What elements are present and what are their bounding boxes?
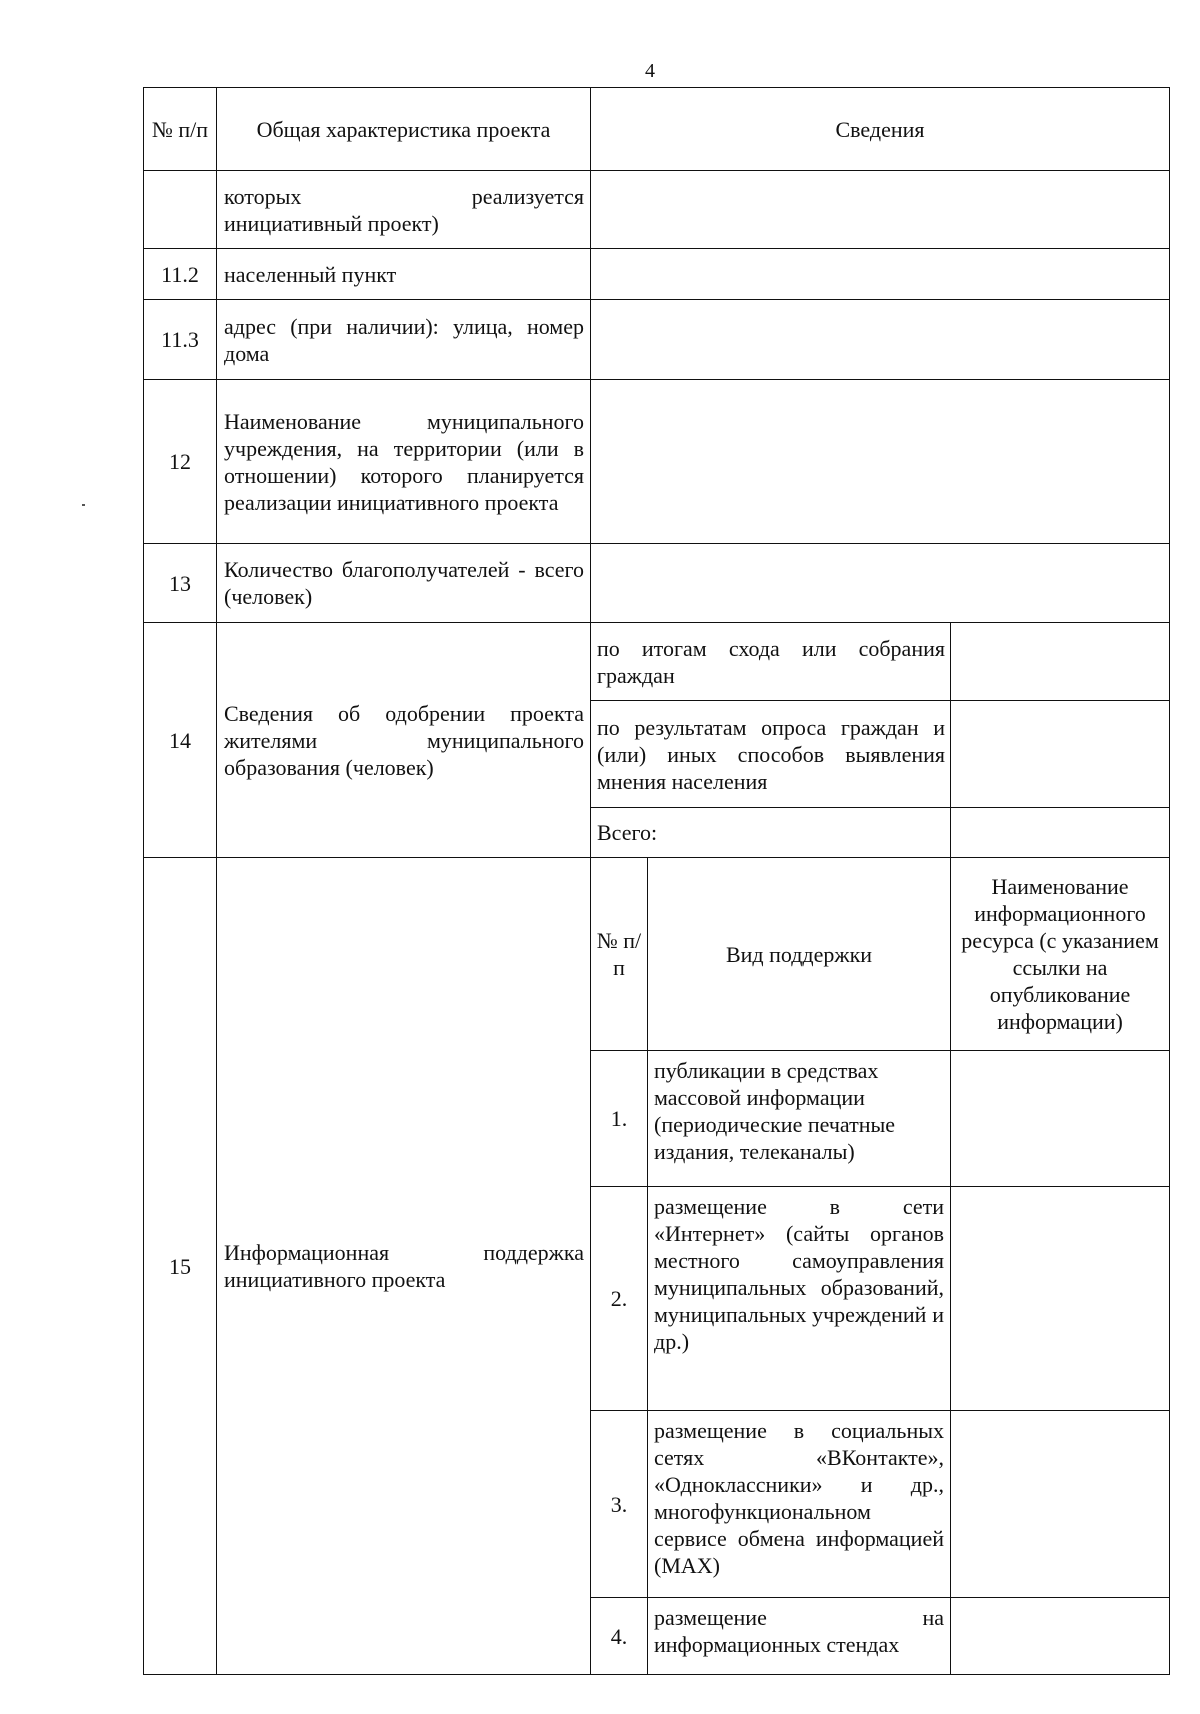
support-item-text: размещение в сети «Интернет» (сайты органов местного самоуправления муниципальных образований, муниципальных учреждений и др.) bbox=[648, 1187, 951, 1411]
table-row-11-2 bbox=[144, 249, 1170, 300]
support-item-resource bbox=[951, 1411, 1170, 1598]
row-label-line1: которых реализуется bbox=[224, 183, 584, 209]
info-cell bbox=[591, 544, 1170, 623]
approval-meeting-value bbox=[951, 623, 1170, 701]
row-label: населенный пункт bbox=[217, 249, 591, 300]
project-characteristics-table bbox=[143, 87, 1170, 1675]
support-item-num: 4. bbox=[591, 1598, 648, 1675]
table-row-15 bbox=[144, 858, 1170, 1051]
table-row-13 bbox=[144, 544, 1170, 623]
header-characteristic: Общая характеристика проекта bbox=[217, 88, 591, 171]
row-label-line2: инициативный проект) bbox=[224, 210, 439, 236]
support-item-text: размещение в социальных сетях «ВКонтакте», «Одноклассники» и др., многофункциональном сервисе обмена информацией (MAX) bbox=[648, 1411, 951, 1598]
row-num: 11.2 bbox=[144, 249, 217, 300]
approval-meeting-label: по итогам схода или собрания граждан bbox=[591, 623, 951, 701]
row-num: 11.3 bbox=[144, 300, 217, 380]
page-number: 4 bbox=[645, 60, 655, 82]
row-label: Информационная поддержка инициативного проекта bbox=[217, 858, 591, 1675]
inner-header-kind: Вид поддержки bbox=[648, 858, 951, 1051]
table-row-continuation bbox=[144, 171, 1170, 249]
table-row-14 bbox=[144, 623, 1170, 701]
table-row-11-3 bbox=[144, 300, 1170, 380]
support-item-text: размещение на информационных стендах bbox=[648, 1598, 951, 1675]
support-item-resource bbox=[951, 1598, 1170, 1675]
row-label: адрес (при наличии): улица, номер дома bbox=[217, 300, 591, 380]
support-item-resource bbox=[951, 1051, 1170, 1187]
info-cell bbox=[591, 171, 1170, 249]
support-item-num: 1. bbox=[591, 1051, 648, 1187]
row-num bbox=[144, 171, 217, 249]
approval-total-label: Всего: bbox=[591, 808, 951, 858]
inner-header-num: № п/п bbox=[591, 858, 648, 1051]
approval-survey-value bbox=[951, 701, 1170, 808]
row-label: Сведения об одобрении проекта жителями муниципального образования (человек) bbox=[217, 623, 591, 858]
info-cell bbox=[591, 380, 1170, 544]
table-header-row bbox=[144, 88, 1170, 171]
approval-total-value bbox=[951, 808, 1170, 858]
info-cell bbox=[591, 249, 1170, 300]
header-info: Сведения bbox=[591, 88, 1170, 171]
support-item-num: 3. bbox=[591, 1411, 648, 1598]
support-item-num: 2. bbox=[591, 1187, 648, 1411]
support-item-resource bbox=[951, 1187, 1170, 1411]
table-row-12 bbox=[144, 380, 1170, 544]
row-label: Количество благополучателей - всего (человек) bbox=[217, 544, 591, 623]
inner-header-resource: Наименование информационного ресурса (с указанием ссылки на опубликование информации) bbox=[951, 858, 1170, 1051]
row-num: 12 bbox=[144, 380, 217, 544]
support-item-text: публикации в средствах массовой информации (периодические печатные издания, телеканалы) bbox=[648, 1051, 951, 1187]
row-label: Наименование муниципального учреждения, на территории (или в отношении) которого планируется реализации инициативного проекта bbox=[217, 380, 591, 544]
header-num: № п/п bbox=[144, 88, 217, 171]
row-label bbox=[217, 171, 591, 249]
scan-mark bbox=[82, 504, 85, 506]
approval-survey-label: по результатам опроса граждан и (или) иных способов выявления мнения населения bbox=[591, 701, 951, 808]
row-num: 14 bbox=[144, 623, 217, 858]
row-num: 15 bbox=[144, 858, 217, 1675]
row-num: 13 bbox=[144, 544, 217, 623]
info-cell bbox=[591, 300, 1170, 380]
